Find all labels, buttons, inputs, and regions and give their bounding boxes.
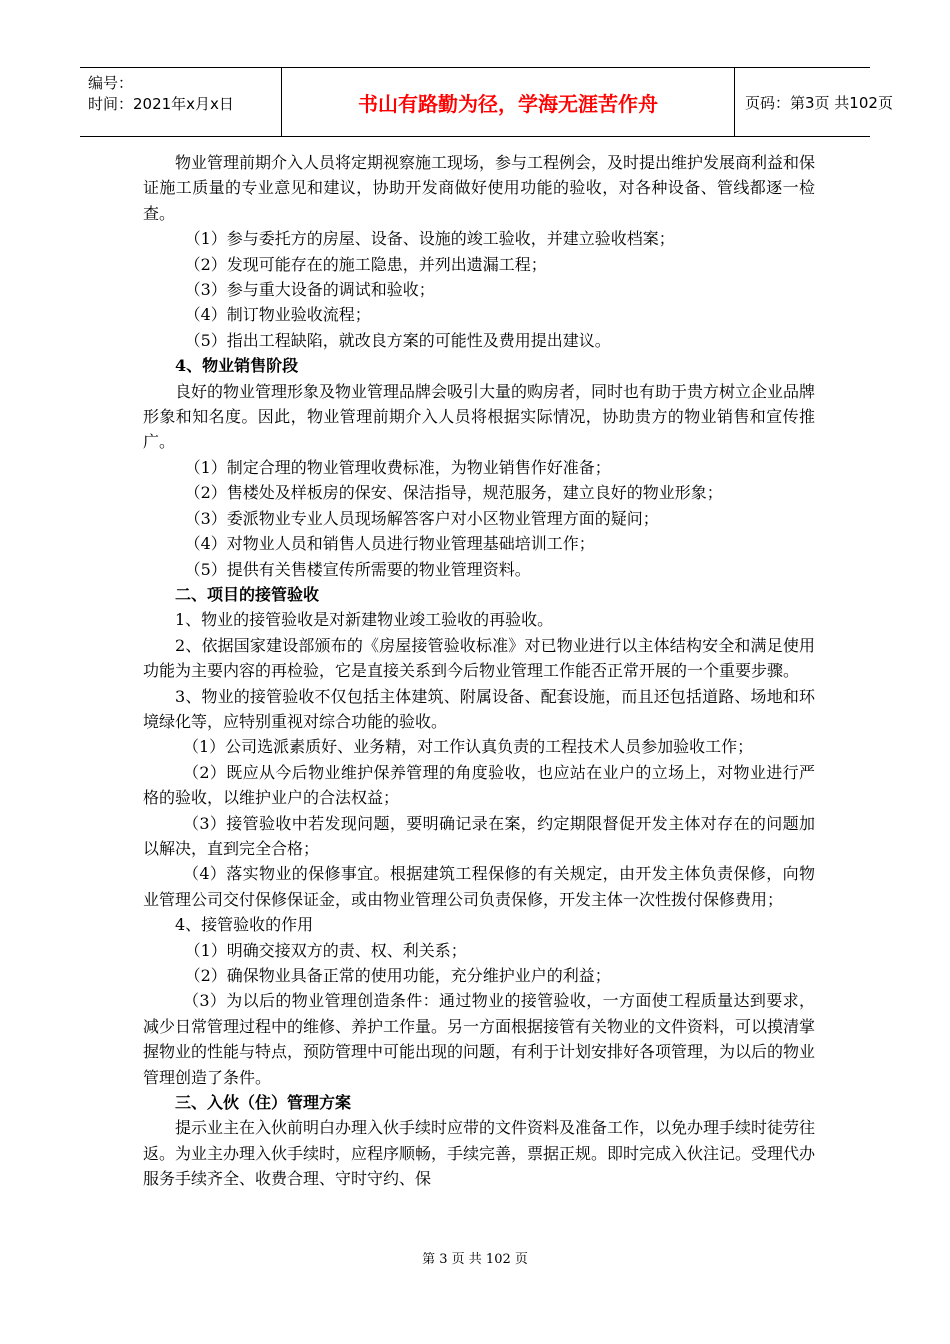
header-page-info: 页码：第3页 共102页 [745,93,893,112]
body-paragraph: （3）委派物业专业人员现场解答客户对小区物业管理方面的疑问； [184,508,659,528]
section-heading: 二、项目的接管验收 [175,584,320,604]
body-paragraph: 物业管理前期介入人员将定期视察施工现场，参与工程例会，及时提出维护发展商利益和保证施工质量的专业意见和建议，协助开发商做好使用功能的验收，对各种设备、管线都逐一检查。 [143,153,816,223]
section-heading: 三、入伙（住）管理方案 [175,1093,352,1113]
body-paragraph: （5）提供有关售楼宣传所需要的物业管理资料。 [184,559,531,579]
body-paragraph: 1、物业的接管验收是对新建物业竣工验收的再验收。 [175,610,554,630]
body-paragraph: （3）参与重大设备的调试和验收； [184,280,435,300]
body-paragraph: （2）确保物业具备正常的使用功能，充分维护业户的利益； [184,966,611,985]
body-paragraph: （5）指出工程缺陷，就改良方案的可能性及费用提出建议。 [184,330,611,350]
body-paragraph: （1）明确交接双方的责、权、利关系； [184,940,467,960]
body-paragraph: 良好的物业管理形象及物业管理品牌会吸引大量的购房者，同时也有助于贵方树立企业品牌形象和知名度。因此，物业管理前期介入人员将根据实际情况，协助贵方的物业销售和宣传推广。 [143,381,816,452]
body-paragraph: （1）参与委托方的房屋、设备、设施的竣工验收，并建立验收档案； [184,229,675,249]
number-label: 编号： [88,74,134,92]
body-paragraph: （2）既应从今后物业维护保养管理的角度验收，也应站在业户的立场上，对物业进行严格的验收，以维护业户的合法权益； [143,762,815,808]
header-slogan: 书山有路勤为径，学海无涯苦作舟 [282,68,735,136]
date-label: 时间：2021年x月x日 [88,95,234,113]
body-paragraph: （3）为以后的物业管理创造条件：通过物业的接管验收，一方面使工程质量达到要求，减少日常管理过程中的维修、养护工作量。另一方面根据接管有关物业的文件资料，可以摸清掌握物业的性能与特点，预防管理中可能出现的问题，有利于计划安排好各项管理，为以后的物业管理创造了条件。 [143,991,816,1087]
body-paragraph: （4）对物业人员和销售人员进行物业管理基础培训工作； [184,534,595,554]
body-paragraph: （2）发现可能存在的施工隐患，并列出遗漏工程； [184,254,547,274]
body-paragraph: 3、物业的接管验收不仅包括主体建筑、附属设备、配套设施，而且还包括道路、场地和环境绿化等，应特别重视对综合功能的验收。 [143,686,815,731]
body-paragraph: 4、接管验收的作用 [175,915,314,935]
body-paragraph: （2）售楼处及样板房的保安、保洁指导，规范服务，建立良好的物业形象； [184,483,723,503]
page-header [80,67,893,137]
body-paragraph: （4）落实物业的保修事宜。根据建筑工程保修的有关规定，由开发主体负责保修，向物业管理公司交付保修保证金，或由物业管理公司负责保修，开发主体一次性拨付保修费用； [143,864,815,909]
body-paragraph: （1）制定合理的物业管理收费标准，为物业销售作好准备； [184,457,611,477]
section-heading: 4、物业销售阶段 [175,356,299,376]
page-footer: 第 3 页 共 102 页 [422,1252,528,1267]
body-paragraph: 2、依据国家建设部颁布的《房屋接管验收标准》对已物业进行以主体结构安全和满足使用功能为主要内容的再检验，它是直接关系到今后物业管理工作能否正常开展的一个重要步骤。 [143,635,815,681]
body-paragraph: （4）制订物业验收流程； [184,305,371,325]
document-body [143,150,815,1192]
body-paragraph: （3）接管验收中若发现问题，要明确记录在案，约定期限督促开发主体对存在的问题加以解决，直到完全合格； [143,813,815,858]
header-meta [80,68,282,136]
body-paragraph: 提示业主在入伙前明白办理入伙手续时应带的文件资料及准备工作，以免办理手续时徒劳往返。为业主办理入伙手续时，应程序顺畅，手续完善，票据正规。即时完成入伙注记。受理代办服务手续齐全、收费合理、守时守约、保 [143,1118,816,1189]
body-paragraph: （1）公司选派素质好、业务精，对工作认真负责的工程技术人员参加验收工作； [183,737,754,757]
